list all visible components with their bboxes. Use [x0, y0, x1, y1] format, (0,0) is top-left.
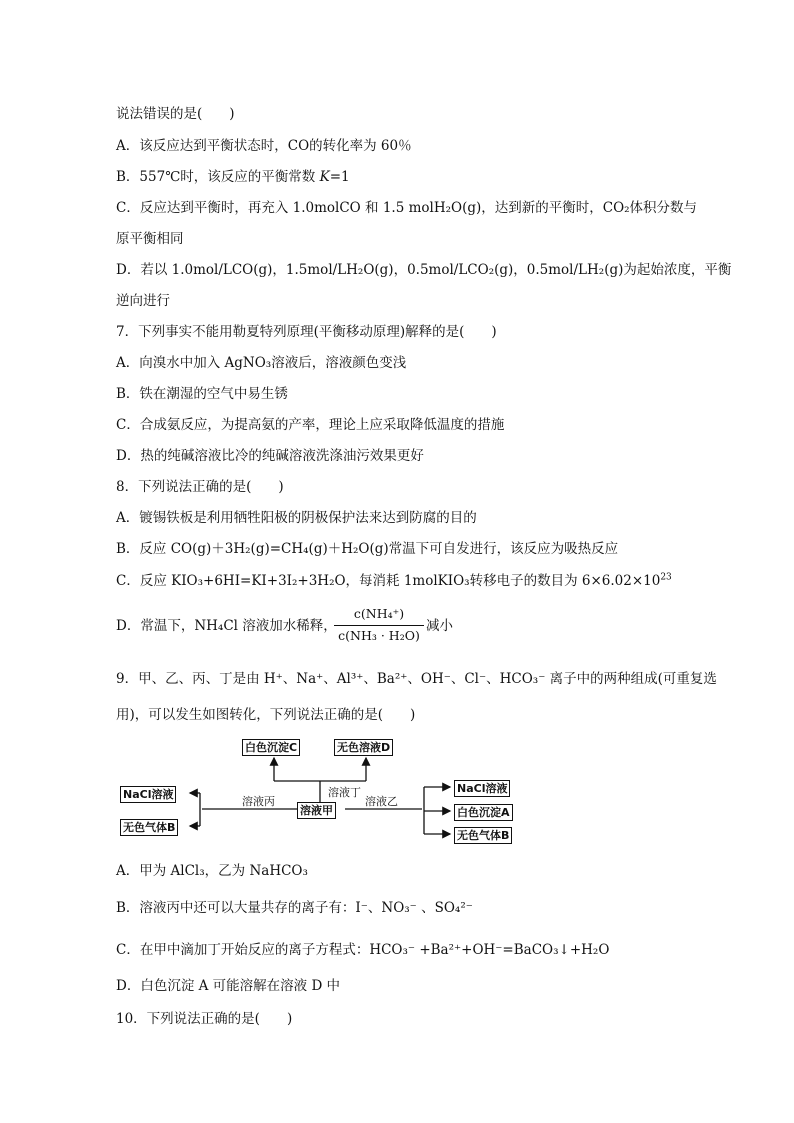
q6-option-c-line2: 原平衡相同	[116, 231, 184, 247]
q6-option-d-line2: 逆向进行	[116, 293, 170, 309]
box-nacl-solution-left: NaCl溶液	[120, 786, 176, 803]
label-solution-ding: 溶液丁	[328, 786, 361, 799]
label-solution-bing: 溶液丙	[242, 795, 275, 808]
q6-option-b-pre: B．557℃时，该反应的平衡常数	[116, 169, 320, 185]
q8-option-b: B．反应 CO(g)＋3H₂(g)=CH₄(g)＋H₂O(g)常温下可自发进行，该反应为吸热反应	[116, 541, 619, 557]
q8-option-a: A．镀锡铁板是利用牺牲阳极的阴极保护法来达到防腐的目的	[116, 510, 477, 526]
q9-diagram	[112, 736, 532, 846]
q7-option-b: B．铁在潮湿的空气中易生锈	[116, 386, 288, 402]
q6-stem-tail: 说法错误的是( )	[116, 106, 235, 122]
box-colorless-gas-b-left: 无色气体B	[120, 819, 178, 836]
box-solution-jia: 溶液甲	[297, 802, 336, 819]
q9-stem-line2: 用)，可以发生如图转化，下列说法正确的是( )	[116, 707, 416, 723]
fraction-numerator: c(NH₄⁺)	[353, 606, 405, 621]
q8-stem: 8．下列说法正确的是( )	[116, 479, 284, 495]
q10-stem: 10．下列说法正确的是( )	[116, 1011, 293, 1027]
box-colorless-gas-b-right: 无色气体B	[454, 827, 512, 844]
box-nacl-solution-right: NaCl溶液	[454, 780, 510, 797]
q8-option-d-pre: D．常温下，NH₄Cl 溶液加水稀释，	[116, 618, 337, 634]
q8-option-c-text: C．反应 KIO₃+6HI=KI+3I₂+3H₂O，每消耗 1molKIO₃转移电子的数目为 6×6.02×10	[116, 573, 661, 589]
q9-stem-line1: 9．甲、乙、丙、丁是由 H⁺、Na⁺、Al³⁺、Ba²⁺、OH⁻、Cl⁻、HCO₃⁻ 离子中的两种组成(可重复选	[116, 671, 717, 687]
q8-option-d-post: 减小	[426, 618, 453, 634]
q9-option-d: D．白色沉淀 A 可能溶解在溶液 D 中	[116, 978, 341, 994]
q6-option-b	[116, 168, 350, 186]
q8-option-c-exponent: 23	[660, 572, 672, 583]
q7-stem: 7．下列事实不能用勒夏特列原理(平衡移动原理)解释的是( )	[116, 324, 497, 340]
q6-option-a: A．该反应达到平衡状态时，CO的转化率为 60％	[116, 138, 412, 154]
label-solution-yi: 溶液乙	[365, 795, 398, 808]
fraction-denominator: c(NH₃ · H₂O)	[338, 628, 420, 643]
fraction-bar	[334, 625, 424, 626]
q8-option-c	[116, 572, 672, 590]
box-white-precipitate-a: 白色沉淀A	[454, 804, 513, 821]
q7-option-d: D．热的纯碱溶液比冷的纯碱溶液洗涤油污效果更好	[116, 448, 424, 464]
q6-option-b-post: =1	[329, 169, 350, 185]
q7-option-a: A．向溴水中加入 AgNO₃溶液后，溶液颜色变浅	[116, 355, 407, 371]
box-colorless-solution-d: 无色溶液D	[334, 739, 393, 756]
q7-option-c: C．合成氨反应，为提高氨的产率，理论上应采取降低温度的措施	[116, 417, 505, 433]
q6-option-d-line1: D．若以 1.0mol/LCO(g)，1.5mol/LH₂O(g)，0.5mol/LCO₂(g)，0.5mol/LH₂(g)为起始浓度，平衡	[116, 262, 732, 278]
box-white-precipitate-c: 白色沉淀C	[242, 739, 300, 756]
q8-option-d-fraction	[334, 606, 424, 646]
q9-option-b: B．溶液丙中还可以大量共存的离子有：I⁻、NO₃⁻ 、SO₄²⁻	[116, 900, 473, 916]
q9-option-c: C．在甲中滴加丁开始反应的离子方程式：HCO₃⁻ +Ba²⁺+OH⁻=BaCO₃↓+H₂O	[116, 942, 610, 958]
q6-option-c-line1: C．反应达到平衡时，再充入 1.0molCO 和 1.5 molH₂O(g)，达到新的平衡时，CO₂体积分数与	[116, 200, 698, 216]
q9-option-a: A．甲为 AlCl₃，乙为 NaHCO₃	[116, 863, 308, 879]
q6-option-b-k: K	[319, 169, 330, 185]
